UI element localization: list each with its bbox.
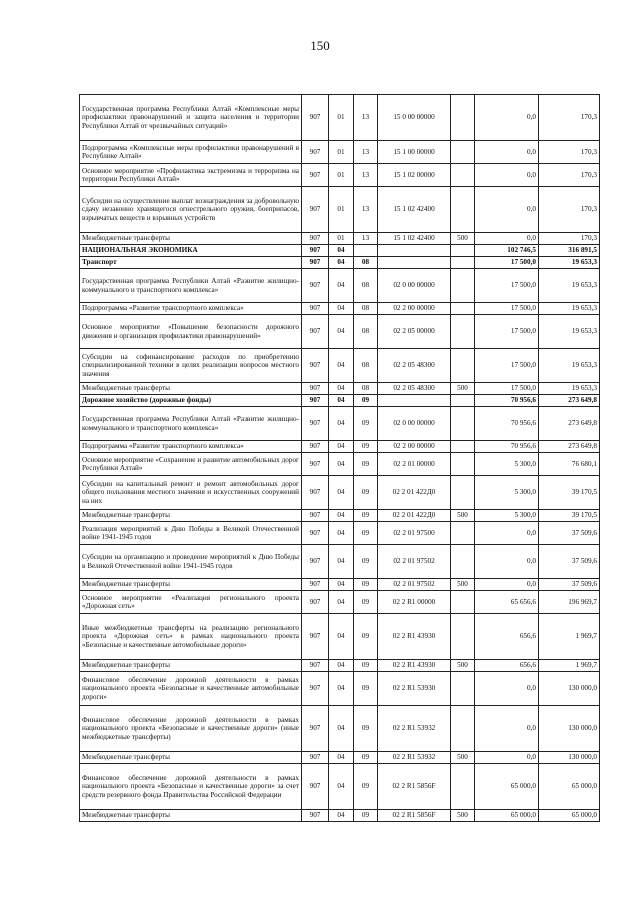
row-amount-1-cell: 0,0 [475, 187, 539, 233]
table-row [80, 141, 600, 164]
table-row [80, 672, 600, 706]
budget-table [79, 94, 600, 822]
row-section-cell: 04 [329, 591, 354, 614]
row-expense-type-cell [451, 95, 475, 141]
row-grbs-cell: 907 [302, 441, 329, 453]
row-amount-1-cell: 5 300,0 [475, 453, 539, 476]
row-expense-type-cell [451, 141, 475, 164]
row-subsection-cell: 09 [354, 522, 378, 545]
row-name-cell: Межбюджетные трансферты [80, 579, 302, 591]
row-expense-type-cell [451, 545, 475, 579]
row-name-cell: Субсидии на осуществление выплат вознаграждения за добровольную сдачу незаконно хранящегося огнестрельного оружия, боеприпасов, взрывчатых веществ и взрывных устройств [80, 187, 302, 233]
row-grbs-cell: 907 [302, 257, 329, 269]
row-amount-2-cell: 19 653,3 [539, 303, 600, 315]
row-section-cell: 04 [329, 303, 354, 315]
row-expense-type-cell: 500 [451, 579, 475, 591]
row-subsection-cell: 09 [354, 810, 378, 822]
row-expense-type-cell: 500 [451, 510, 475, 522]
row-section-cell: 04 [329, 269, 354, 303]
row-name-cell: Подпрограмма «Комплексные меры профилактики правонарушений в Республике Алтай» [80, 141, 302, 164]
row-expense-type-cell [451, 349, 475, 383]
row-name-cell: Финансовое обеспечение дорожной деятельности в рамках национального проекта «Безопасные и качественные дороги» за счет средств резервного фонда Правительства Российской Федерации [80, 764, 302, 810]
row-target-article-cell [378, 245, 451, 257]
row-section-cell: 04 [329, 660, 354, 672]
row-expense-type-cell [451, 395, 475, 407]
row-section-cell: 04 [329, 614, 354, 660]
row-amount-1-cell: 0,0 [475, 752, 539, 764]
row-amount-1-cell: 70 956,6 [475, 395, 539, 407]
row-name-cell: Межбюджетные трансферты [80, 383, 302, 395]
row-subsection-cell: 09 [354, 752, 378, 764]
row-amount-2-cell: 130 000,0 [539, 706, 600, 752]
row-section-cell: 04 [329, 672, 354, 706]
row-target-article-cell: 02 2 01 97500 [378, 522, 451, 545]
table-row [80, 383, 600, 395]
row-target-article-cell: 02 0 00 00000 [378, 407, 451, 441]
row-expense-type-cell [451, 476, 475, 510]
table-row [80, 95, 600, 141]
row-name-cell: Транспорт [80, 257, 302, 269]
row-target-article-cell: 02 2 R1 5856F [378, 764, 451, 810]
row-section-cell: 04 [329, 441, 354, 453]
table-row [80, 660, 600, 672]
row-target-article-cell: 02 2 01 422Д0 [378, 476, 451, 510]
row-amount-1-cell: 0,0 [475, 672, 539, 706]
row-subsection-cell: 08 [354, 349, 378, 383]
row-amount-2-cell: 170,3 [539, 187, 600, 233]
row-subsection-cell: 08 [354, 269, 378, 303]
row-name-cell: Межбюджетные трансферты [80, 510, 302, 522]
row-target-article-cell: 02 2 01 422Д0 [378, 510, 451, 522]
row-target-article-cell: 02 2 R1 00000 [378, 591, 451, 614]
row-grbs-cell: 907 [302, 510, 329, 522]
row-subsection-cell: 13 [354, 141, 378, 164]
row-section-cell: 04 [329, 453, 354, 476]
row-grbs-cell: 907 [302, 187, 329, 233]
row-grbs-cell: 907 [302, 303, 329, 315]
row-expense-type-cell [451, 441, 475, 453]
row-amount-1-cell: 0,0 [475, 95, 539, 141]
row-expense-type-cell [451, 453, 475, 476]
row-amount-1-cell: 0,0 [475, 579, 539, 591]
row-expense-type-cell [451, 245, 475, 257]
row-grbs-cell: 907 [302, 752, 329, 764]
row-amount-2-cell: 37 509,6 [539, 579, 600, 591]
table-row [80, 187, 600, 233]
table-row [80, 441, 600, 453]
row-section-cell: 04 [329, 764, 354, 810]
row-amount-1-cell: 17 500,0 [475, 383, 539, 395]
row-amount-1-cell: 0,0 [475, 164, 539, 187]
row-amount-2-cell: 130 000,0 [539, 672, 600, 706]
table-row [80, 164, 600, 187]
row-name-cell: Субсидии на софинансирование расходов по приобретению специализированной техники в целях реализации вопросов местного значения [80, 349, 302, 383]
row-target-article-cell [378, 257, 451, 269]
row-amount-2-cell: 37 509,6 [539, 522, 600, 545]
row-amount-2-cell: 19 653,3 [539, 257, 600, 269]
row-section-cell: 01 [329, 95, 354, 141]
row-amount-2-cell: 39 170,5 [539, 510, 600, 522]
row-expense-type-cell [451, 672, 475, 706]
row-grbs-cell: 907 [302, 269, 329, 303]
row-section-cell: 04 [329, 349, 354, 383]
row-section-cell: 04 [329, 257, 354, 269]
row-amount-2-cell: 273 649,8 [539, 441, 600, 453]
row-amount-1-cell: 70 956,6 [475, 441, 539, 453]
row-grbs-cell: 907 [302, 383, 329, 395]
row-name-cell: Подпрограмма «Развитие транспортного комплекса» [80, 441, 302, 453]
row-subsection-cell: 09 [354, 672, 378, 706]
row-expense-type-cell [451, 164, 475, 187]
row-name-cell: Межбюджетные трансферты [80, 810, 302, 822]
row-target-article-cell: 02 2 R1 43930 [378, 614, 451, 660]
row-section-cell: 04 [329, 395, 354, 407]
row-name-cell: НАЦИОНАЛЬНАЯ ЭКОНОМИКА [80, 245, 302, 257]
row-expense-type-cell [451, 522, 475, 545]
row-amount-2-cell: 19 653,3 [539, 383, 600, 395]
row-amount-1-cell: 102 746,5 [475, 245, 539, 257]
row-section-cell: 04 [329, 407, 354, 441]
row-amount-2-cell: 170,3 [539, 164, 600, 187]
row-grbs-cell: 907 [302, 233, 329, 245]
row-section-cell: 04 [329, 545, 354, 579]
row-section-cell: 04 [329, 315, 354, 349]
row-subsection-cell: 09 [354, 407, 378, 441]
row-grbs-cell: 907 [302, 349, 329, 383]
row-subsection-cell: 09 [354, 660, 378, 672]
row-amount-1-cell: 17 500,0 [475, 349, 539, 383]
table-row [80, 395, 600, 407]
row-amount-1-cell: 17 500,0 [475, 269, 539, 303]
row-grbs-cell: 907 [302, 810, 329, 822]
row-target-article-cell: 02 2 R1 5856F [378, 810, 451, 822]
table-row [80, 591, 600, 614]
row-amount-2-cell: 170,3 [539, 141, 600, 164]
row-subsection-cell: 08 [354, 257, 378, 269]
row-amount-2-cell: 76 680,1 [539, 453, 600, 476]
row-subsection-cell: 08 [354, 303, 378, 315]
row-grbs-cell: 907 [302, 522, 329, 545]
row-target-article-cell: 02 2 01 97502 [378, 579, 451, 591]
row-grbs-cell: 907 [302, 706, 329, 752]
table-row [80, 764, 600, 810]
row-target-article-cell: 02 2 01 97502 [378, 545, 451, 579]
row-grbs-cell: 907 [302, 453, 329, 476]
row-target-article-cell: 15 1 02 00000 [378, 164, 451, 187]
row-section-cell: 04 [329, 383, 354, 395]
row-target-article-cell: 02 2 00 00000 [378, 441, 451, 453]
row-amount-1-cell: 65 000,0 [475, 764, 539, 810]
row-grbs-cell: 907 [302, 545, 329, 579]
row-target-article-cell: 02 2 05 00000 [378, 315, 451, 349]
row-name-cell: Государственная программа Республики Алтай «Развитие жилищно-коммунального и транспортного комплекса» [80, 269, 302, 303]
row-subsection-cell: 09 [354, 764, 378, 810]
row-target-article-cell: 02 2 R1 53932 [378, 706, 451, 752]
table-row [80, 752, 600, 764]
table-row [80, 303, 600, 315]
table-row [80, 349, 600, 383]
row-subsection-cell: 09 [354, 579, 378, 591]
row-target-article-cell [378, 395, 451, 407]
row-amount-1-cell: 656,6 [475, 660, 539, 672]
row-expense-type-cell: 500 [451, 660, 475, 672]
row-target-article-cell: 02 0 00 00000 [378, 269, 451, 303]
row-subsection-cell: 09 [354, 476, 378, 510]
row-section-cell: 04 [329, 579, 354, 591]
budget-table-body [80, 95, 600, 822]
table-row [80, 579, 600, 591]
row-expense-type-cell [451, 764, 475, 810]
row-name-cell: Основное мероприятие «Реализация регионального проекта «Дорожная сеть» [80, 591, 302, 614]
row-expense-type-cell [451, 257, 475, 269]
row-section-cell: 04 [329, 245, 354, 257]
row-grbs-cell: 907 [302, 764, 329, 810]
row-name-cell: Дорожное хозяйство (дорожные фонды) [80, 395, 302, 407]
row-target-article-cell: 02 2 R1 53932 [378, 752, 451, 764]
row-amount-1-cell: 65 656,6 [475, 591, 539, 614]
row-subsection-cell: 09 [354, 510, 378, 522]
row-name-cell: Основное мероприятие «Повышение безопасности дорожного движения и организация профилактики правонарушений» [80, 315, 302, 349]
row-subsection-cell: 09 [354, 706, 378, 752]
table-row [80, 614, 600, 660]
row-amount-2-cell: 273 649,8 [539, 407, 600, 441]
table-row [80, 476, 600, 510]
row-expense-type-cell: 500 [451, 810, 475, 822]
row-amount-2-cell: 1 969,7 [539, 660, 600, 672]
row-target-article-cell: 15 0 00 00000 [378, 95, 451, 141]
row-grbs-cell: 907 [302, 614, 329, 660]
row-section-cell: 04 [329, 706, 354, 752]
table-row [80, 810, 600, 822]
row-amount-1-cell: 0,0 [475, 141, 539, 164]
row-subsection-cell: 13 [354, 95, 378, 141]
row-amount-2-cell: 316 891,5 [539, 245, 600, 257]
row-name-cell: Основное мероприятие «Профилактика экстремизма и терроризма на территории Республики Алтай» [80, 164, 302, 187]
row-amount-1-cell: 65 000,0 [475, 810, 539, 822]
row-name-cell: Межбюджетные трансферты [80, 233, 302, 245]
table-row [80, 245, 600, 257]
table-row [80, 510, 600, 522]
row-grbs-cell: 907 [302, 660, 329, 672]
row-amount-2-cell: 1 969,7 [539, 614, 600, 660]
row-expense-type-cell [451, 591, 475, 614]
row-expense-type-cell [451, 706, 475, 752]
row-expense-type-cell: 500 [451, 383, 475, 395]
row-amount-1-cell: 70 956,6 [475, 407, 539, 441]
row-grbs-cell: 907 [302, 95, 329, 141]
row-amount-2-cell: 170,3 [539, 233, 600, 245]
row-amount-1-cell: 0,0 [475, 706, 539, 752]
row-amount-1-cell: 656,6 [475, 614, 539, 660]
row-amount-1-cell: 5 300,0 [475, 510, 539, 522]
row-name-cell: Межбюджетные трансферты [80, 660, 302, 672]
row-name-cell: Реализация мероприятий к Дню Победы в Великой Отечественной войне 1941-1945 годов [80, 522, 302, 545]
table-row [80, 269, 600, 303]
row-name-cell: Межбюджетные трансферты [80, 752, 302, 764]
row-name-cell: Субсидии на организацию и проведение мероприятий к Дню Победы в Великой Отечественной войне 1941-1945 годов [80, 545, 302, 579]
row-section-cell: 01 [329, 187, 354, 233]
row-subsection-cell: 13 [354, 187, 378, 233]
table-row [80, 233, 600, 245]
row-subsection-cell: 09 [354, 591, 378, 614]
row-target-article-cell: 15 1 00 00000 [378, 141, 451, 164]
table-row [80, 407, 600, 441]
row-subsection-cell: 13 [354, 164, 378, 187]
row-name-cell: Основное мероприятие «Сохранение и развитие автомобильных дорог Республики Алтай» [80, 453, 302, 476]
page-number: 150 [310, 38, 330, 53]
row-target-article-cell: 02 2 05 48300 [378, 349, 451, 383]
row-grbs-cell: 907 [302, 164, 329, 187]
row-name-cell: Государственная программа Республики Алтай «Развитие жилищно-коммунального и транспортного комплекса» [80, 407, 302, 441]
table-row [80, 315, 600, 349]
row-expense-type-cell [451, 407, 475, 441]
row-amount-2-cell: 170,3 [539, 95, 600, 141]
row-amount-2-cell: 196 969,7 [539, 591, 600, 614]
row-expense-type-cell [451, 614, 475, 660]
row-expense-type-cell: 500 [451, 752, 475, 764]
row-amount-2-cell: 39 170,5 [539, 476, 600, 510]
row-expense-type-cell [451, 187, 475, 233]
row-amount-2-cell: 273 649,8 [539, 395, 600, 407]
row-grbs-cell: 907 [302, 407, 329, 441]
row-grbs-cell: 907 [302, 315, 329, 349]
row-name-cell: Иные межбюджетные трансферты на реализацию регионального проекта «Дорожная сеть» в рамках национального проекта «Безопасные и качественные автомобильные дороги» [80, 614, 302, 660]
row-subsection-cell: 08 [354, 383, 378, 395]
row-target-article-cell: 15 1 02 42400 [378, 233, 451, 245]
row-grbs-cell: 907 [302, 141, 329, 164]
row-name-cell: Финансовое обеспечение дорожной деятельности в рамках национального проекта «Безопасные и качественные дороги» (иные межбюджетные трансферты) [80, 706, 302, 752]
row-expense-type-cell [451, 303, 475, 315]
row-amount-1-cell: 17 500,0 [475, 303, 539, 315]
row-subsection-cell: 09 [354, 453, 378, 476]
row-target-article-cell: 02 2 R1 53930 [378, 672, 451, 706]
row-section-cell: 04 [329, 810, 354, 822]
row-amount-2-cell: 130 000,0 [539, 752, 600, 764]
row-subsection-cell: 09 [354, 395, 378, 407]
row-amount-2-cell: 19 653,3 [539, 269, 600, 303]
table-row [80, 257, 600, 269]
row-section-cell: 04 [329, 476, 354, 510]
row-amount-2-cell: 19 653,3 [539, 349, 600, 383]
row-expense-type-cell: 500 [451, 233, 475, 245]
row-target-article-cell: 02 2 01 00000 [378, 453, 451, 476]
row-section-cell: 01 [329, 233, 354, 245]
row-expense-type-cell [451, 269, 475, 303]
row-amount-1-cell: 0,0 [475, 545, 539, 579]
row-amount-2-cell: 37 509,6 [539, 545, 600, 579]
row-expense-type-cell [451, 315, 475, 349]
row-amount-1-cell: 17 500,0 [475, 257, 539, 269]
row-section-cell: 04 [329, 522, 354, 545]
row-subsection-cell: 09 [354, 545, 378, 579]
row-grbs-cell: 907 [302, 245, 329, 257]
row-grbs-cell: 907 [302, 672, 329, 706]
row-grbs-cell: 907 [302, 395, 329, 407]
row-name-cell: Финансовое обеспечение дорожной деятельности в рамках национального проекта «Безопасные и качественные автомобильные дороги» [80, 672, 302, 706]
row-subsection-cell: 09 [354, 614, 378, 660]
row-amount-2-cell: 65 000,0 [539, 764, 600, 810]
row-section-cell: 01 [329, 164, 354, 187]
table-row [80, 545, 600, 579]
row-name-cell: Субсидии на капитальный ремонт и ремонт автомобильных дорог общего пользования местного значения и искусственных сооружений на них [80, 476, 302, 510]
row-target-article-cell: 02 2 R1 43930 [378, 660, 451, 672]
row-name-cell: Государственная программа Республики Алтай «Комплексные меры профилактики правонарушений и защита населения и территории Республики Алтай от чрезвычайных ситуаций» [80, 95, 302, 141]
row-amount-2-cell: 65 000,0 [539, 810, 600, 822]
row-subsection-cell [354, 245, 378, 257]
row-section-cell: 04 [329, 510, 354, 522]
row-subsection-cell: 09 [354, 441, 378, 453]
row-amount-1-cell: 5 300,0 [475, 476, 539, 510]
table-row [80, 453, 600, 476]
row-subsection-cell: 13 [354, 233, 378, 245]
row-section-cell: 04 [329, 752, 354, 764]
row-grbs-cell: 907 [302, 591, 329, 614]
row-amount-1-cell: 0,0 [475, 522, 539, 545]
row-subsection-cell: 08 [354, 315, 378, 349]
row-target-article-cell: 15 1 02 42400 [378, 187, 451, 233]
row-amount-1-cell: 17 500,0 [475, 315, 539, 349]
row-target-article-cell: 02 2 05 48300 [378, 383, 451, 395]
table-row [80, 522, 600, 545]
row-amount-1-cell: 0,0 [475, 233, 539, 245]
row-section-cell: 01 [329, 141, 354, 164]
row-grbs-cell: 907 [302, 579, 329, 591]
row-amount-2-cell: 19 653,3 [539, 315, 600, 349]
table-row [80, 706, 600, 752]
row-target-article-cell: 02 2 00 00000 [378, 303, 451, 315]
row-grbs-cell: 907 [302, 476, 329, 510]
row-name-cell: Подпрограмма «Развитие транспортного комплекса» [80, 303, 302, 315]
